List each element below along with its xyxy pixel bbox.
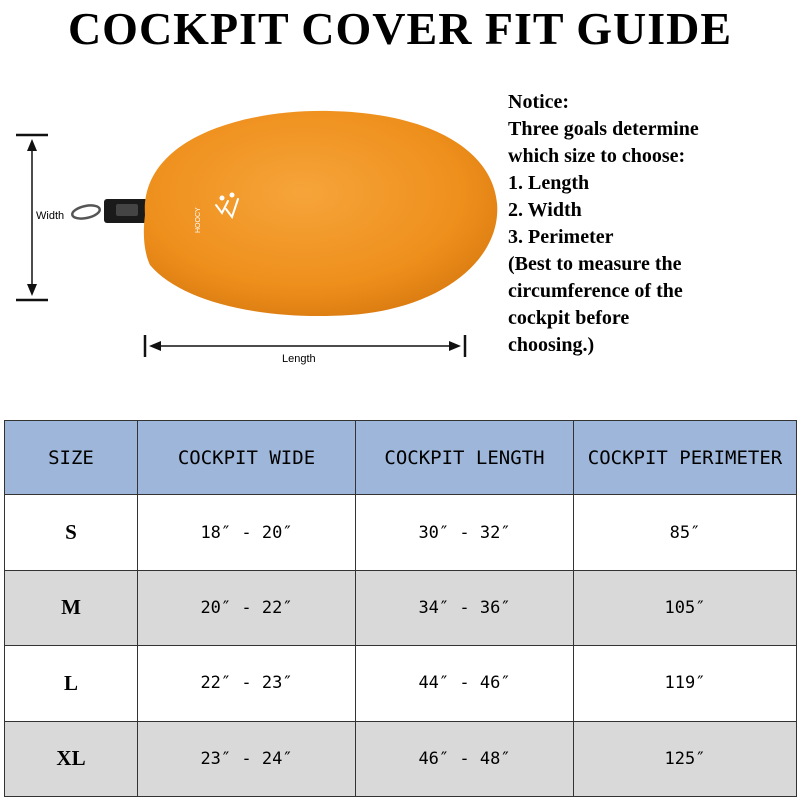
size-cell: M: [5, 570, 138, 645]
wide-cell: 22″ - 23″: [138, 646, 356, 721]
length-cell: 30″ - 32″: [356, 495, 574, 570]
header-cockpit-length: COCKPIT LENGTH: [356, 421, 574, 495]
table-header-row: [5, 421, 797, 495]
perimeter-cell: 119″: [574, 646, 797, 721]
header-size: SIZE: [5, 421, 138, 495]
cover-illustration: [0, 95, 500, 385]
cockpit-cover-diagram: [0, 95, 500, 385]
perimeter-cell: 105″: [574, 570, 797, 645]
notice-line: 3. Perimeter: [508, 226, 614, 248]
notice-line: 1. Length: [508, 172, 590, 194]
table-row: [5, 646, 797, 721]
size-cell: XL: [5, 721, 138, 796]
wide-cell: 23″ - 24″: [138, 721, 356, 796]
notice-text: [508, 89, 798, 359]
notice-line: cockpit before: [508, 307, 630, 329]
header-cockpit-perimeter: COCKPIT PERIMETER: [574, 421, 797, 495]
perimeter-cell: 125″: [574, 721, 797, 796]
size-cell: S: [5, 495, 138, 570]
wide-cell: 20″ - 22″: [138, 570, 356, 645]
page-title: COCKPIT COVER FIT GUIDE: [67, 3, 733, 54]
width-label: Width: [36, 210, 65, 222]
notice-line: choosing.): [508, 334, 595, 356]
notice-line: (Best to measure the: [508, 253, 682, 275]
length-cell: 34″ - 36″: [356, 570, 574, 645]
table-row: [5, 495, 797, 570]
brand-mark: HOOCY: [195, 207, 202, 233]
notice-line: Three goals determine: [508, 118, 699, 140]
wide-cell: 18″ - 20″: [138, 495, 356, 570]
notice-heading: Notice:: [508, 91, 570, 113]
size-cell: L: [5, 646, 138, 721]
header-cockpit-wide: COCKPIT WIDE: [138, 421, 356, 495]
notice-line: circumference of the: [508, 280, 683, 302]
size-chart-table: [4, 420, 797, 797]
length-cell: 44″ - 46″: [356, 646, 574, 721]
table-row: [5, 721, 797, 796]
perimeter-cell: 85″: [574, 495, 797, 570]
notice-line: which size to choose:: [508, 145, 686, 167]
clip-strap: [71, 199, 148, 223]
length-cell: 46″ - 48″: [356, 721, 574, 796]
table-row: [5, 570, 797, 645]
notice-line: 2. Width: [508, 199, 582, 221]
brand-logo: [195, 207, 202, 233]
length-label: Length: [282, 353, 316, 365]
